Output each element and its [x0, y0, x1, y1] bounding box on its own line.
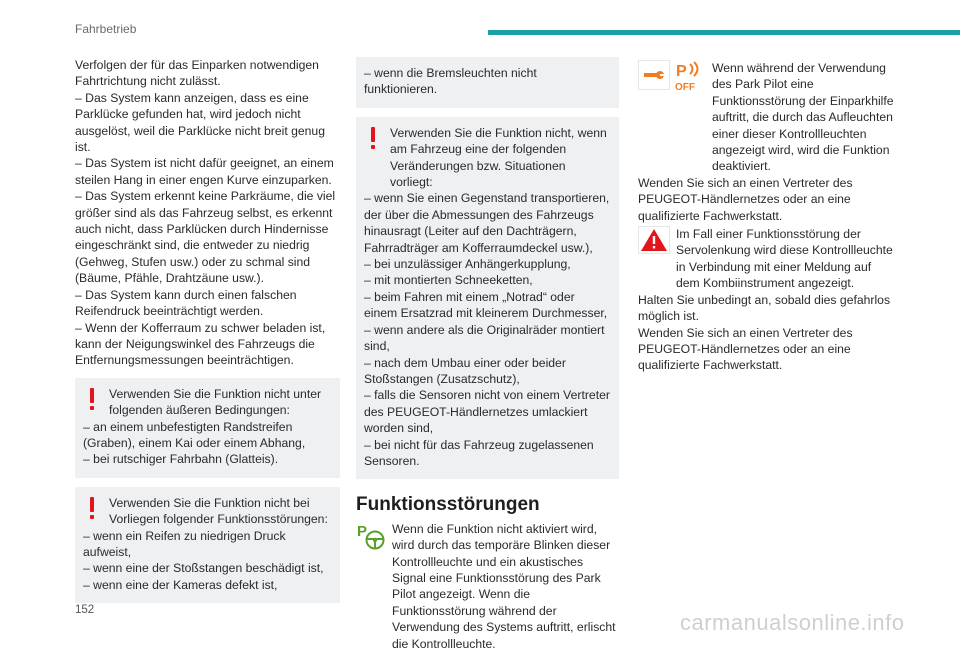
indicator-icons [638, 60, 706, 96]
paragraph: – Wenn der Kofferraum zu schwer beladen ist, kann der Neigungswinkel des Fahrzeugs die Entfernungsmessungen beeinträchtigen. [75, 320, 326, 368]
warning-intro: Verwenden Sie die Funktion nicht bei Vorliegen folgender Funktionsstörungen: [109, 495, 328, 527]
watermark: carmanualsonline.info [680, 610, 905, 635]
warning-item: – falls die Sensoren nicht von einem Vertreter des PEUGEOT-Händlernetzes umlackiert worden sind, [364, 388, 610, 436]
exclamation-warning-icon [364, 125, 390, 191]
warning-box [75, 378, 340, 478]
paragraph: Wenden Sie sich an einen Vertreter des PEUGEOT-Händlernetzes oder an eine qualifizierte Fachwerkstatt. [638, 325, 853, 373]
paragraph: Wenn während der Verwendung des Park Pilot eine Funktionsstörung der Einparkhilfe auftritt, die durch das Aufleuchten einer dieser Kontrollleuchten angezeigt wird, wird die Funktion deaktiviert. [712, 61, 894, 174]
paragraph: – Das System erkennt keine Parkräume, die viel größer sind als das Fahrzeug selbst, es erkennt auch nicht, dass Parklücken durch Hindernisse eingeschränkt sind, die entweder zu niedrig (Gehweg, Stufen usw.) oder zu schmal sind (Bäume, Pfähle, Drahtzäune usw.). [75, 189, 336, 286]
column-3 [638, 60, 898, 374]
paragraph: – Das System kann anzeigen, dass es eine Parklücke gefunden hat, wird jedoch nicht ausgelöst, weil die Parklücke nicht breit genug ist. [75, 90, 325, 155]
paragraph: Wenden Sie sich an einen Vertreter des PEUGEOT-Händlernetzes oder an eine qualifizierte Fachwerkstatt. [638, 175, 853, 223]
warning-box [75, 487, 340, 603]
warning-item: – wenn eine der Kameras defekt ist, [83, 577, 278, 592]
warning-item: – wenn eine der Stoßstangen beschädigt ist, [83, 561, 324, 576]
warning-item: – wenn ein Reifen zu niedrigen Druck aufweist, [83, 528, 286, 559]
paragraph: Verfolgen der für das Einparken notwendigen Fahrtrichtung nicht zulässt. [75, 58, 319, 89]
warning-item: – nach dem Umbau einer oder beider Stoßstangen (Zusatzschutz), [364, 355, 566, 386]
column-1 [75, 57, 340, 603]
continued-warning-box [356, 57, 619, 108]
svg-text:P: P [676, 63, 687, 80]
warning-item: – mit montierten Schneeketten, [364, 273, 533, 288]
warning-item: – wenn Sie einen Gegenstand transportieren, der über die Abmessungen des Fahrzeugs hinausragt (Leiter auf den Dachträgern, Fahrradträger am Kofferraumdeckel usw.), [364, 191, 610, 255]
wrench-icon [638, 60, 670, 96]
off-label: OFF [675, 82, 695, 93]
paragraph: Halten Sie unbedingt an, sobald dies gefahrlos möglich ist. [638, 292, 891, 324]
svg-text:P: P [357, 522, 368, 540]
warning-intro: Verwenden Sie die Funktion nicht unter folgenden äußeren Bedingungen: [109, 386, 322, 418]
warning-item: – bei rutschiger Fahrbahn (Glatteis). [83, 452, 279, 467]
paragraph: – Das System ist nicht dafür geeignet, an einem steilen Hang in einer engen Kurve einzuparken. [75, 156, 334, 187]
warning-item: – bei nicht für das Fahrzeug zugelassenen Sensoren. [364, 437, 594, 468]
header-accent-bar [488, 30, 960, 35]
exclamation-warning-icon [83, 386, 109, 419]
park-pilot-icon [356, 522, 386, 556]
warning-item: – bei unzulässiger Anhängerkupplung, [364, 257, 571, 272]
warning-item: – beim Fahren mit einem „Notrad“ oder einem Ersatzrad mit kleinerem Durchmesser, [364, 289, 608, 321]
malfunction-block [356, 522, 619, 652]
malfunction-text: Wenn die Funktion nicht aktiviert wird, wird durch das temporäre Blinken dieser Kontrollleuchte und ein akustisches Signal eine Funktionsstörung des Park Pilot angezeigt. Wenn die Funktionsstörung während der Verwendung des Systems auftritt, erlischt die Kontrollleuchte. [392, 521, 616, 651]
column-2 [356, 57, 619, 652]
exclamation-warning-icon [83, 495, 109, 528]
warning-item: – an einem unbefestigten Randstreifen (Graben), einem Kai oder einem Abhang, [83, 419, 306, 450]
paragraph: – Das System kann durch einen falschen Reifendruck beeinträchtigt werden. [75, 287, 297, 319]
warning-item: – wenn andere als die Originalräder montiert sind, [364, 322, 605, 354]
running-header: Fahrbetrieb [75, 22, 137, 36]
warning-item: – wenn die Bremsleuchten nicht funktionieren. [364, 66, 537, 97]
warning-box [356, 117, 619, 480]
paragraph: Im Fall einer Funktionsstörung der Servolenkung wird diese Kontrollleuchte in Verbindung mit einer Meldung auf dem Kombiinstrument angezeigt. [676, 227, 893, 291]
park-pilot-off-icon [674, 60, 706, 96]
warning-intro: Verwenden Sie die Funktion nicht, wenn am Fahrzeug eine der folgenden Veränderungen bzw. Situationen vorliegt: [390, 125, 607, 190]
steering-warning-icon [638, 226, 670, 258]
page-number: 152 [75, 604, 95, 616]
section-title: Funktionsstörungen [356, 494, 540, 516]
